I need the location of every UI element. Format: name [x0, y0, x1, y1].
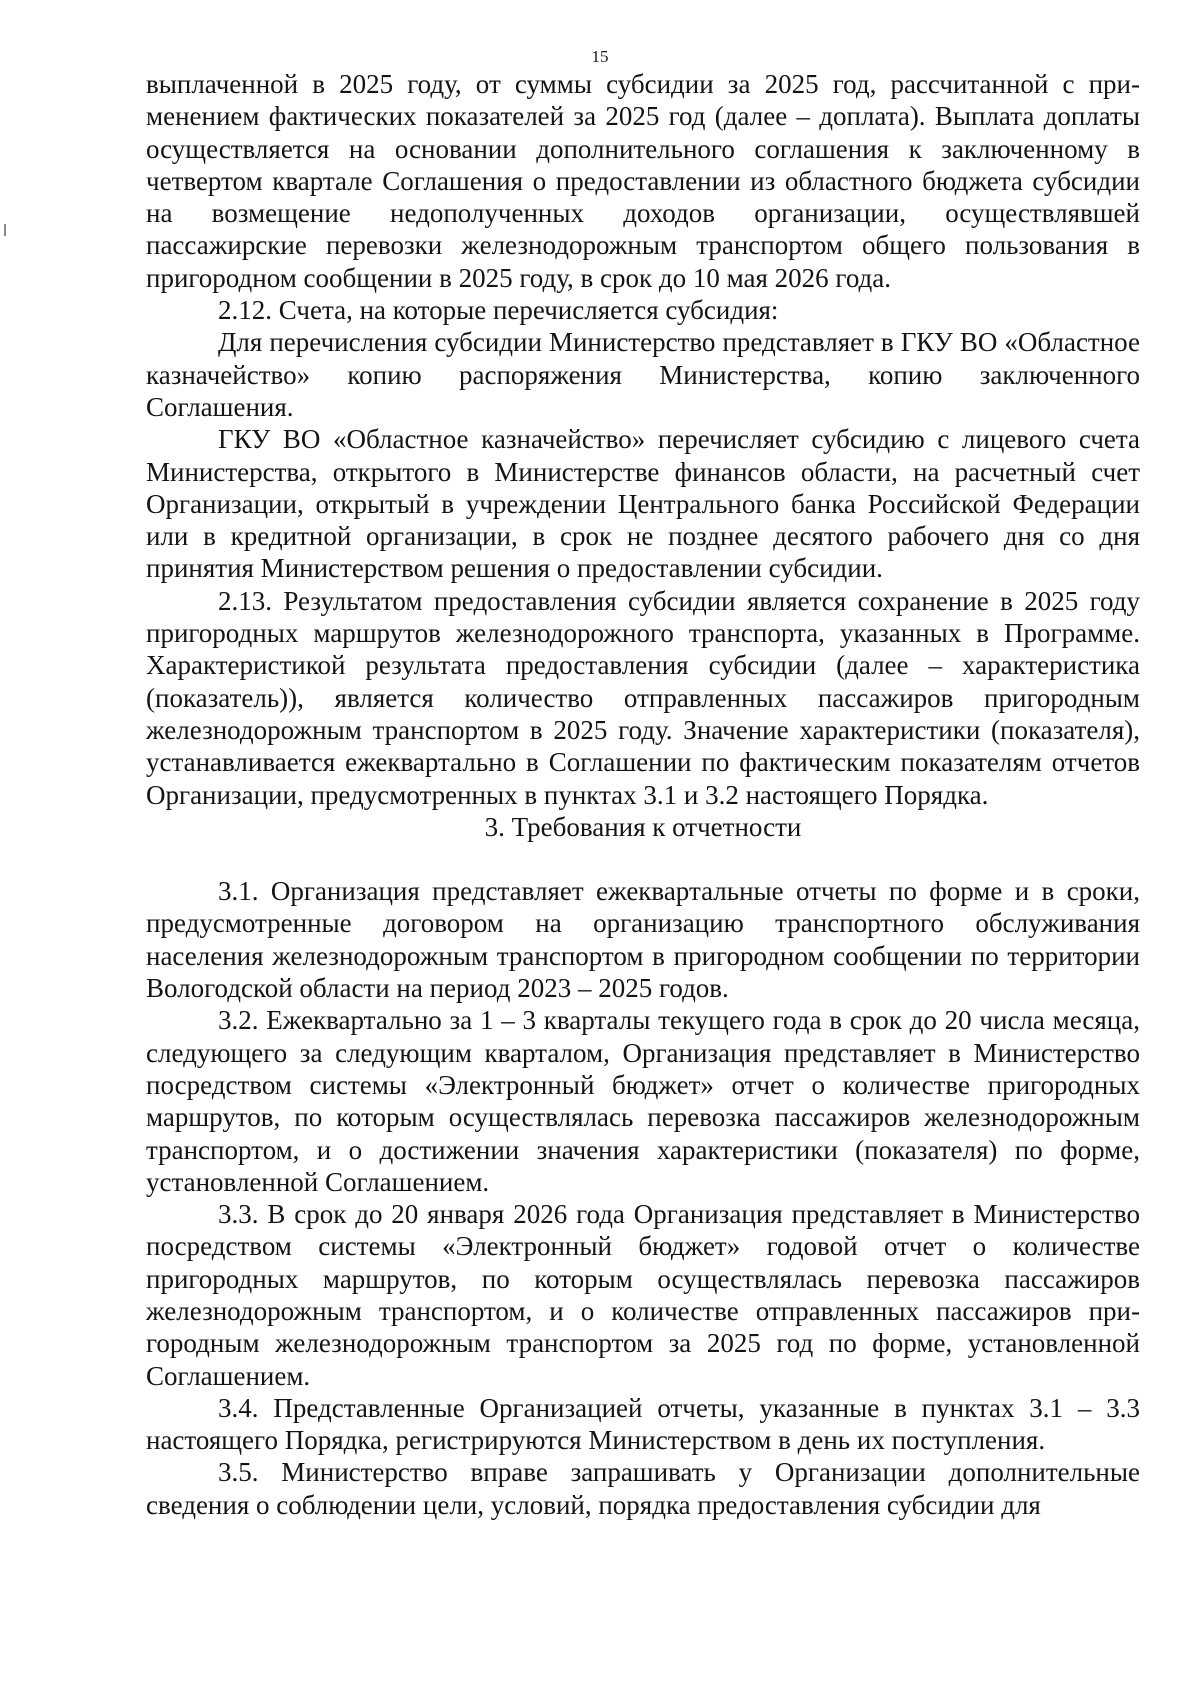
scan-margin-mark [4, 224, 6, 236]
page-number: 15 [591, 47, 609, 66]
paragraph-3-4: 3.4. Представленные Организацией отчеты, указанные в пунктах 3.1 – 3.3 настоящего Порядка, регистрируются Министерством в день их поступления. [146, 1392, 1140, 1456]
paragraph-3-1: 3.1. Организация представляет ежеквартальные отчеты по форме и в сроки, предусмотренные договором на организацию транспортного обслуживания населения железнодорожным транспортом в пригородном сообщении по территории Вологодской области на период 2023 – 2025 годов. [146, 876, 1140, 1004]
section-heading-reporting: 3. Требования к отчетности [484, 811, 802, 842]
paragraph-continuation: выплаченной в 2025 году, от суммы субсидии за 2025 год, рассчитанной с применением фактических показателей за 2025 год (далее – доплата). Выплата доплаты осуществляется на основании дополнительного соглашения к заключенному в четвертом квартале Соглашения о предоставлении из областного бюджета субсидии на возмещение недополученных доходов организации, осуществлявшей пассажирские перевозки железнодорожным транспортом общего пользования в пригородном сообщении в 2025 году, в срок до 10 мая 2026 года. [146, 69, 1140, 293]
paragraph-treasury-transfer: ГКУ ВО «Областное казначейство» перечисляет субсидию с лицевого счета Министерства, открытого в Министерстве финансов области, на расчетный счет Организации, открытый в учреждении Центрального банка Российской Федерации или в кредитной организации, в срок не позднее десятого рабочего дня со дня принятия Министерством решения о предоставлении субсидии. [146, 424, 1140, 584]
paragraph-transfer-docs: Для перечисления субсидии Министерство представляет в ГКУ ВО «Областное казначейство» копию распоряжения Министерства, копию заключенного Соглашения. [146, 327, 1140, 422]
document-body [146, 68, 1140, 1521]
paragraph-3-5: 3.5. Министерство вправе запрашивать у Организации дополнительные сведения о соблюдении цели, условий, порядка предоставления субсидии для [146, 1457, 1140, 1520]
paragraph-3-2: 3.2. Ежеквартально за 1 – 3 кварталы текущего года в срок до 20 числа месяца, следующего за следующим кварталом, Организация представляет в Министерство посредством системы «Электронный бюджет» отчет о количестве пригородных маршрутов, по которым осуществлялась перевозка пассажиров железнодорожным транспортом, и о достижении значения характеристики (показателя) по форме, установленной Соглашением. [146, 1005, 1140, 1197]
paragraph-2-13: 2.13. Результатом предоставления субсидии является сохранение в 2025 году пригородных маршрутов железнодорожного транспорта, указанных в Программе. Характеристикой результата предоставления субсидии (далее – характеристика (показатель)), является количество отправленных пассажиров пригородным железнодорожным транспортом в 2025 году. Значение характеристики (показателя), устанавливается ежеквартально в Соглашении по фактическим показателям отчетов Организации, предусмотренных в пунктах 3.1 и 3.2 настоящего Порядка. [146, 585, 1140, 810]
paragraph-3-3: 3.3. В срок до 20 января 2026 года Организация представляет в Министерство посредством системы «Электронный бюджет» годовой отчет о количестве пригородных маршрутов, по которым осуществлялась перевозка пассажиров железнодорожным транспортом, и о количестве отправленных пассажиров пригородным железнодорожным транспортом за 2025 год по форме, установленной Соглашением. [146, 1199, 1140, 1391]
paragraph-2-12: 2.12. Счета, на которые перечисляется субсидия: [218, 295, 779, 326]
